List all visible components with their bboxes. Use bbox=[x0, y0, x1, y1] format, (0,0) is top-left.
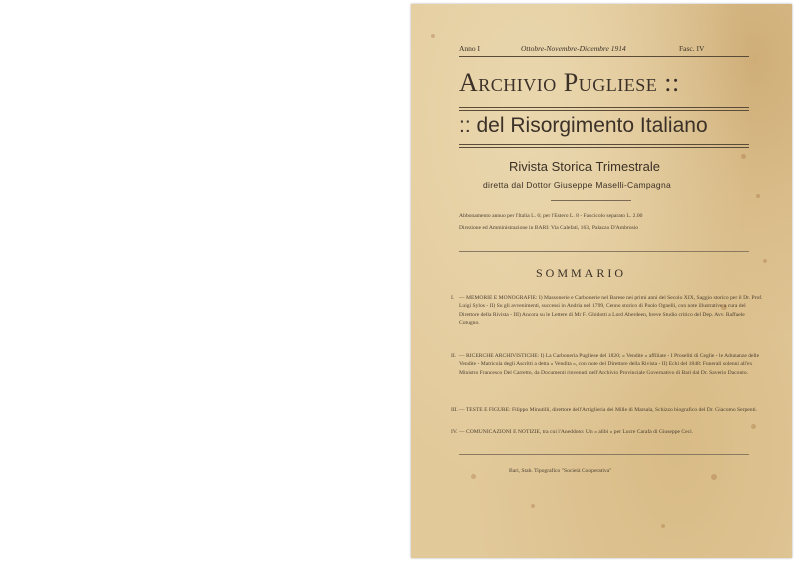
item-number: I. bbox=[451, 295, 455, 301]
stain-spot bbox=[431, 34, 435, 38]
item-number: IV. bbox=[451, 429, 458, 435]
journal-cover-page bbox=[411, 4, 792, 558]
administration-address: Direzione ed Amministrazione in BARI: Via Calefati, 163, Palazzo D'Ambrosio bbox=[459, 225, 639, 231]
stain-spot bbox=[531, 504, 535, 508]
title-divider-lower bbox=[459, 144, 749, 148]
item-text: — RICERCHE ARCHIVISTICHE: I) La Carboneria Pugliese del 1820; « Vendite » affiliate - I Proseliti di Ceglie - le Adunanze delle Vendite - Matricola degli Ascritti a detta « Vendita », con note del Direttore della Rivista - II) Echi del 1848: Funerali solenni all'ex Ministro Francesco Del Carretto, da Documenti rinvenuti nell'Archivio Provinciale Governativo di Bari dal Dr. Saverio Daconto. bbox=[459, 353, 760, 376]
sommario-item bbox=[451, 428, 764, 436]
stain-spot bbox=[763, 259, 767, 263]
sommario-item bbox=[451, 406, 764, 414]
sommario-item bbox=[451, 352, 764, 377]
journal-subtitle: Rivista Storica Trimestrale bbox=[509, 159, 660, 174]
item-text: — TESTE E FIGURE: Filippo Minutilli, direttore dell'Artiglieria dei Mille di Marsala, Schizzo biografico del Dr. Giacomo Serpenti. bbox=[459, 407, 758, 413]
printer-imprint: Bari, Stab. Tipografico "Società Cooperativa" bbox=[509, 468, 612, 474]
issue-months: Ottobre-Novembre-Dicembre 1914 bbox=[521, 44, 626, 53]
stain-spot bbox=[471, 474, 476, 479]
item-number: III. bbox=[451, 407, 458, 413]
journal-title-line2: :: del Risorgimento Italiano bbox=[459, 114, 708, 137]
journal-title-line1: Archivio Pugliese :: bbox=[459, 68, 680, 97]
sommario-heading: SOMMARIO bbox=[536, 266, 627, 280]
title-divider bbox=[459, 107, 749, 111]
journal-director: diretta dal Dottor Giuseppe Maselli-Campagna bbox=[483, 180, 672, 190]
footer-divider bbox=[459, 454, 749, 455]
issue-number: Fasc. IV bbox=[679, 44, 705, 53]
subscription-rates: Abbonamento annuo per l'Italia L. 6; per l'Estero L. 8 - Fascicolo separato L. 2.00 bbox=[459, 213, 643, 219]
stain-spot bbox=[756, 194, 760, 198]
stain-spot bbox=[661, 524, 665, 528]
short-divider bbox=[551, 200, 631, 201]
volume-label: Anno I bbox=[459, 44, 481, 53]
stain-spot bbox=[711, 474, 717, 480]
item-number: II. bbox=[451, 353, 457, 359]
stain-spot bbox=[741, 154, 746, 159]
item-text: — COMUNICAZIONI E NOTIZIE, tra cui l'Aneddoto: Un « alibi » per Lucre Carafa di Giuseppe Ceci. bbox=[459, 429, 694, 435]
sommario-item bbox=[451, 294, 764, 327]
header-divider bbox=[459, 56, 749, 57]
item-text: — MEMORIE E MONOGRAFIE: I) Massonerie e Carbonerie nel Barese nei primi anni del Secolo XIX, Saggio storico per il Dr. Prof. Luigi Sylos - II) Su gli avvenimenti, successi in Andria nel 1799, Cenno storico di Paolo Ognelli, con note illustrative a cura del Direttore della Rivista - III) Ancora su le Lettere di Mr F. Ghidotti a Lord Aberdeen, breve Studio critico del Dep. Avv. Raffaele Cotugno. bbox=[459, 295, 763, 326]
section-divider bbox=[459, 251, 749, 252]
